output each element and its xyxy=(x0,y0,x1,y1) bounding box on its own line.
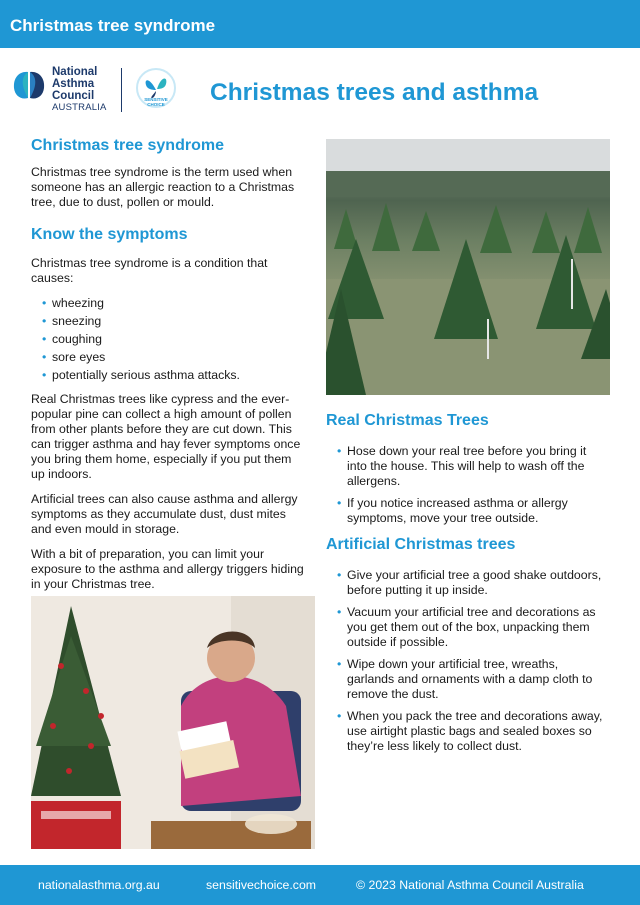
real-trees-paragraph: Real Christmas trees like cypress and the ever-popular pine can collect a high amount of pollen from other plants before they are cut down. This can trigger asthma and hay fever symptoms once you bring them home, especially if you put them up indoors. xyxy=(31,392,301,481)
artificial-trees-paragraph: Artificial trees can also cause asthma and allergy symptoms as they accumulate dust, dust mites and even mould in storage. xyxy=(31,492,298,536)
logo-divider xyxy=(121,68,122,112)
list-item: • Hose down your real tree before you bring it into the house. This will help to wash off the allergens. xyxy=(337,444,608,489)
lungs-logo-icon xyxy=(12,68,46,102)
syndrome-heading: Christmas tree syndrome xyxy=(31,137,224,154)
national-asthma-council-logo xyxy=(12,66,122,116)
list-item: • sore eyes xyxy=(42,350,306,365)
list-item: • sneezing xyxy=(42,314,306,329)
header-title: Christmas tree syndrome xyxy=(10,16,216,35)
christmas-tree-farm-photo xyxy=(326,139,610,395)
sensitive-choice-logo: SENSITIVE CHOICE xyxy=(136,68,180,112)
list-item: • coughing xyxy=(42,332,306,347)
symptoms-list xyxy=(42,296,306,383)
org-name: National Asthma Council AUSTRALIA xyxy=(52,66,107,113)
real-trees-heading: Real Christmas Trees xyxy=(326,412,489,429)
artificial-trees-heading: Artificial Christmas trees xyxy=(326,536,516,553)
syndrome-body: Christmas tree syndrome is the term used when someone has an allergic reaction to a Christmas tree, due to dust, pollen or mould. xyxy=(31,165,295,209)
symptoms-heading: Know the symptoms xyxy=(31,226,188,243)
list-item: • Vacuum your artificial tree and decorations as you get them out of the box, unpacking them outside if possible. xyxy=(337,605,608,650)
footer-link-nationalasthma[interactable]: nationalasthma.org.au xyxy=(38,878,160,892)
footer-link-sensitivechoice[interactable]: sensitivechoice.com xyxy=(206,878,317,892)
list-item: • Give your artificial tree a good shake outdoors, before putting it up inside. xyxy=(337,568,608,598)
list-item: • When you pack the tree and decorations away, use airtight plastic bags and sealed boxes so they’re less likely to collect dust. xyxy=(337,709,608,754)
list-item: • potentially serious asthma attacks. xyxy=(42,368,306,383)
right-column xyxy=(326,412,608,763)
page-title: Christmas trees and asthma xyxy=(210,79,539,106)
footer-copyright: © 2023 National Asthma Council Australia xyxy=(356,878,584,892)
header-bar xyxy=(0,0,640,48)
footer-bar xyxy=(0,865,640,905)
list-item: • If you notice increased asthma or allergy symptoms, move your tree outside. xyxy=(337,496,608,526)
man-with-allergies-photo xyxy=(31,596,315,849)
symptoms-intro: Christmas tree syndrome is a condition that causes: xyxy=(31,256,268,285)
list-item: • Wipe down your artificial tree, wreaths, garlands and ornaments with a damp cloth to remove the dust. xyxy=(337,657,608,702)
left-column xyxy=(31,137,306,602)
preparation-paragraph: With a bit of preparation, you can limit your exposure to the asthma and allergy triggers hiding in your Christmas tree. xyxy=(31,547,304,591)
artificial-trees-list xyxy=(337,568,608,754)
list-item: • wheezing xyxy=(42,296,306,311)
real-trees-list xyxy=(337,444,608,526)
